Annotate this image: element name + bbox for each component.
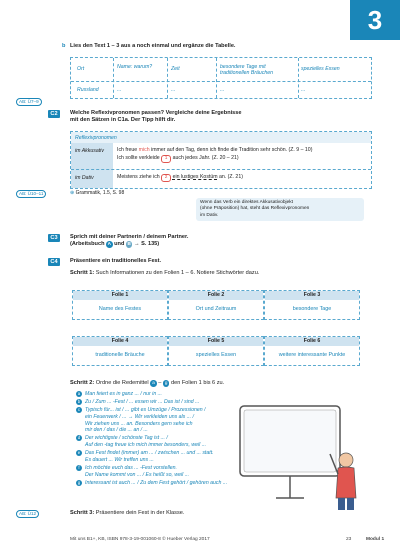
- phrase-line: Interessant ist auch ... / Zu dem Fest gehört / gehören auch ...: [85, 479, 228, 486]
- task-letter-b: b: [62, 43, 66, 49]
- gap-1: 1: [161, 155, 171, 163]
- grammar-ref: ⊕ Grammatik, 1.5, S. 98: [70, 190, 125, 196]
- c3-instruction-2: (Arbeitsbuch A und B → S. 135): [70, 241, 160, 247]
- akkusativ-sentence-1: Ich freue mich immer auf den Tag, denn ich finde die Tradition sehr schön. (Z. 9 – 10): [117, 147, 313, 153]
- c4-instruction: Präsentiere ein traditionelles Fest.: [70, 258, 162, 264]
- step-1: Schritt 1: Such Informationen zu den Folien 1 – 6. Notiere Stichwörter dazu.: [70, 270, 260, 276]
- phrase-line: Es dauert ... Wir treffen uns ...: [85, 456, 154, 463]
- reflexive-title: Reflexivpronomen: [75, 135, 117, 141]
- phrase-e: [76, 450, 214, 463]
- page-number: 23: [346, 537, 352, 542]
- fest-table: [70, 57, 372, 99]
- phrase-line: Der wichtigste / schönste Tag ist ... /: [85, 435, 168, 442]
- footer-isbn: Mit uns B1+, KB, ISBN 978-3-19-001060-8 © Hueber Verlag 2017: [70, 537, 210, 542]
- phrase-letter: d: [77, 435, 81, 441]
- c2-instruction-2: mit den Sätzen in C1a. Der Tipp hilft dir.: [70, 117, 176, 123]
- row-cell-essen: ...: [301, 87, 306, 93]
- phrase-line: Man feiert es in ganz ... / nur in ...: [85, 391, 162, 397]
- phrase-line: Wir ziehen uns ... an. Besonders gern sehe ich: [85, 420, 193, 427]
- reflexive-box: [70, 131, 372, 189]
- chapter-number: 3: [350, 0, 400, 40]
- c3-instruction-1: Sprich mit deiner Partnerin / deinem Partner.: [70, 234, 189, 240]
- phrase-letter: g: [77, 479, 81, 485]
- phrase-letter: a: [77, 391, 81, 396]
- dativ-label: im Dativ: [75, 175, 94, 181]
- workbook-ref-1: AB: Ü7–9: [16, 98, 42, 106]
- dativ-sentence: Meistens ziehe ich 2 ein lustiges Kostüm an. (Z. 21): [117, 174, 243, 180]
- phrase-letter: e: [77, 450, 81, 456]
- step-2: Schritt 2: Ordne die Redemittel a – g den Folien 1 bis 6 zu.: [70, 380, 225, 386]
- workbook-ref-3: AB: Ü12: [16, 510, 39, 518]
- phrase-line: Das Fest findet (immer) am ... / zwischen ... und ... statt.: [85, 450, 214, 457]
- phrase-b: [76, 399, 199, 406]
- c2-instruction-1: Welche Reflexivpronomen passen? Vergleiche deine Ergebnisse: [70, 110, 242, 116]
- phrase-line: ein Feuerwerk / ... → Wir verkleiden uns als ... /: [85, 413, 194, 420]
- phrase-d: [76, 435, 206, 448]
- slide-card-6: Folie 6 weitere interessante Punkte: [264, 336, 360, 366]
- slide-card-2: Folie 2 Ort und Zeitraum: [168, 290, 264, 320]
- module-label: Modul 1: [366, 537, 385, 542]
- task-b-instruction: Lies den Text 1 – 3 aus a noch einmal und ergänze die Tabelle.: [70, 43, 236, 49]
- whiteboard-illustration: [234, 402, 364, 512]
- row-cell-ort: Russland: [77, 87, 99, 93]
- col-header-name: Name: warum?: [117, 64, 153, 70]
- tip-box: Wenn das Verb ein direktes Akkusativobjekt (ohne Präposition) hat, steht das Reflexivpronomen im Dativ.: [196, 198, 364, 221]
- row-cell-tage: ...: [220, 87, 225, 93]
- slide-card-1: Folie 1 Name des Festes: [72, 290, 168, 320]
- step-3: Schritt 3: Präsentiere dein Fest in der Klasse.: [70, 510, 185, 516]
- col-header-ort: Ort: [77, 66, 85, 72]
- phrase-letter: b: [77, 399, 81, 405]
- phrase-letter: c: [77, 407, 81, 413]
- akkusativ-sentence-2: Ich sollte verkleide 1 auch jedes Jahr. (Z. 20 – 21): [117, 155, 239, 161]
- col-header-zeit: Zeit: [171, 66, 180, 72]
- slide-card-3: Folie 3 besondere Tage: [264, 290, 360, 320]
- phrase-letter: f: [76, 465, 82, 471]
- phrase-line: Der Name kommt von ... / Es heißt so, weil ...: [85, 471, 190, 478]
- phrase-line: mir den / das / die ... an / ...: [85, 427, 148, 434]
- section-c2-label: C2: [48, 110, 60, 118]
- phrase-f: [76, 465, 189, 478]
- phrase-c: [76, 407, 206, 433]
- phrase-line: Auf den -tag freue ich mich immer besonders, weil ...: [85, 441, 207, 448]
- phrase-line: Typisch für... ist / ... gibt es Umzüge / Prozessionen /: [85, 407, 206, 414]
- row-cell-zeit: ...: [171, 87, 176, 93]
- akkusativ-label: im Akkusativ: [75, 148, 104, 154]
- section-c3-label: C3: [48, 234, 60, 242]
- col-header-tage: besondere Tage mit traditionellen Bräuchen: [220, 64, 274, 76]
- slide-card-4: Folie 4 traditionelle Bräuche: [72, 336, 168, 366]
- workbook-ref-2: AB: Ü10–11: [16, 190, 46, 198]
- section-c4-label: C4: [48, 258, 60, 266]
- phrase-g: [76, 480, 227, 487]
- row-cell-name: ...: [117, 87, 122, 93]
- col-header-essen: spezielles Essen: [301, 66, 340, 72]
- slide-card-5: Folie 5 spezielles Essen: [168, 336, 264, 366]
- phrase-a: [76, 391, 162, 398]
- phrase-line: Zu / Zum ... -Fest / ... essen wir ... Das ist / sind ...: [85, 399, 200, 406]
- gap-2: 2: [161, 174, 171, 182]
- phrase-line: Ich möchte euch das ... -Fest vorstellen.: [85, 465, 177, 471]
